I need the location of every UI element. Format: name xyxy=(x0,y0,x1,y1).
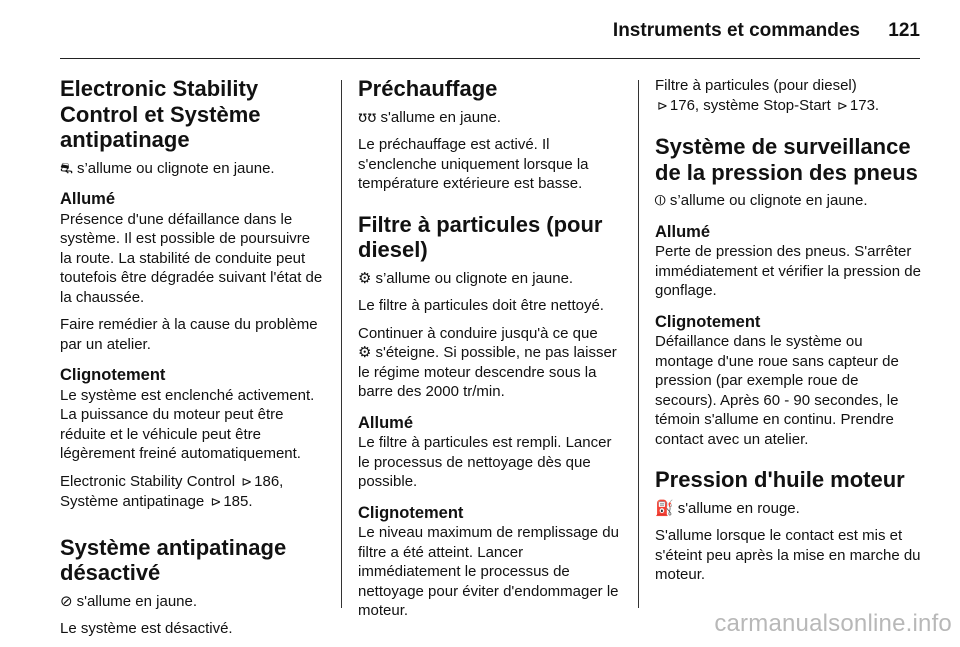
intro-line xyxy=(358,108,622,128)
subheading-allume: Allumé xyxy=(358,413,414,432)
glow-plug-icon: ʊʊ xyxy=(358,107,377,126)
section-heading: Système antipatinage désactivé xyxy=(60,534,287,585)
cross-reference-text: Filtre à particules (pour diesel) xyxy=(655,77,857,94)
paragraph: Défaillance dans le système ou montage d'une roue sans capteur de pression (par exemple roue de secours). Après 60 - 90 secondes, le témoin s'allume en continu. Prendre contact avec un atelier. xyxy=(655,333,899,448)
section-heading: Filtre à particules (pour diesel) xyxy=(358,211,603,262)
intro-line xyxy=(60,159,324,179)
oil-can-icon: ⛽ xyxy=(655,498,674,517)
page-number: 121 xyxy=(888,20,920,41)
intro-line xyxy=(655,499,921,519)
paragraph: Le niveau maximum de remplissage du filtre a été atteint. Lancer immédiatement le processus de nettoyage pour éviter d'endommager le moteur. xyxy=(358,524,619,619)
intro-line xyxy=(60,592,324,612)
diesel-particulate-filter-icon: ⚙ xyxy=(358,268,372,287)
paragraph: Le système est désactivé. xyxy=(60,620,233,637)
paragraph: Présence d'une défaillance dans le système. Il est possible de poursuivre la route. La stabilité de conduite peut toutefois être dégradée suivant l'état de la chaussée. xyxy=(60,210,323,306)
section-preheat xyxy=(358,76,622,194)
cross-reference-page[interactable]: 173. xyxy=(849,96,880,114)
subheading-clignotement: Clignotement xyxy=(358,503,464,522)
paragraph: Faire remédier à la cause du problème par un atelier. xyxy=(60,316,318,353)
paragraph-text: Continuer à conduire jusqu'à ce que xyxy=(358,324,598,342)
header-rule xyxy=(60,58,920,59)
section-heading: Système de surveillance de la pression des pneus xyxy=(655,134,918,185)
page-ref-arrow-icon: ⊳ xyxy=(657,98,668,114)
watermark: carmanualsonline.info xyxy=(714,610,952,637)
paragraph: Le préchauffage est activé. Il s'enclenche uniquement lorsque la température extérieure est basse. xyxy=(358,136,589,192)
diesel-particulate-filter-icon: ⚙ xyxy=(358,343,372,361)
intro-text: s’allume ou clignote en jaune. xyxy=(375,269,574,287)
section-heading: Pression d'huile moteur xyxy=(655,467,905,492)
cross-reference-page[interactable]: 186, xyxy=(254,472,284,490)
section-tc-off xyxy=(60,535,324,639)
paragraph: Perte de pression des pneus. S'arrêter immédiatement et vérifier la pression de gonflage. xyxy=(655,243,921,299)
column-2 xyxy=(358,76,622,629)
esc-car-skid-icon: ⛐ xyxy=(60,158,73,177)
cross-reference xyxy=(655,76,921,116)
column-1 xyxy=(60,76,324,647)
cross-reference xyxy=(60,472,324,513)
cross-reference-text: système Stop-Start xyxy=(703,96,831,114)
section-oil-pressure xyxy=(655,467,921,585)
cross-reference-text: Système antipatinage xyxy=(60,493,205,510)
intro-text: s'allume en jaune. xyxy=(76,592,198,610)
paragraph: Le système est enclenché activement. La puissance du moteur peut être réduite et le véhicule peut être légèrement freiné automatiquement. xyxy=(60,386,315,462)
intro-line xyxy=(655,191,921,211)
section-heading: Préchauffage xyxy=(358,76,498,101)
page-ref-arrow-icon: ⊳ xyxy=(210,495,222,510)
column-divider xyxy=(341,80,342,608)
traction-off-icon: ⊘ xyxy=(60,591,73,610)
cross-reference-text: Electronic Stability Control xyxy=(60,472,236,490)
subheading-allume: Allumé xyxy=(655,222,711,241)
intro-text: s'allume en rouge. xyxy=(677,499,800,517)
paragraph: Le filtre à particules doit être nettoyé. xyxy=(358,297,604,314)
intro-text: s’allume ou clignote en jaune. xyxy=(669,192,868,209)
chapter-title: Instruments et commandes xyxy=(612,20,860,41)
subheading-clignotement: Clignotement xyxy=(655,312,761,331)
intro-text: s'allume en jaune. xyxy=(380,108,501,126)
paragraph xyxy=(358,324,622,402)
section-dpf xyxy=(358,212,622,621)
cross-reference-page[interactable]: 185. xyxy=(223,493,253,510)
column-divider xyxy=(638,80,639,608)
section-heading: Electronic Stability Control et Système antipatinage xyxy=(60,76,261,152)
section-esc xyxy=(60,76,324,513)
page-ref-arrow-icon: ⊳ xyxy=(837,98,848,114)
column-3 xyxy=(655,76,921,593)
section-tpms xyxy=(655,134,921,449)
paragraph: Le filtre à particules est rempli. Lancer le processus de nettoyage dès que possible. xyxy=(358,434,612,490)
paragraph-text: s'éteigne. Si possible, ne pas laisser le régime moteur descendre sous la barre des 2000 tr/min. xyxy=(358,344,617,400)
tire-pressure-icon: ⦶ xyxy=(655,191,666,209)
page-ref-arrow-icon: ⊳ xyxy=(241,474,253,490)
subheading-allume: Allumé xyxy=(60,190,116,208)
paragraph: S'allume lorsque le contact est mis et s'éteint peu après la mise en marche du moteur. xyxy=(655,527,921,583)
intro-text: s’allume ou clignote en jaune. xyxy=(76,159,275,177)
cross-reference-page[interactable]: 176, xyxy=(669,96,700,114)
subheading-clignotement: Clignotement xyxy=(60,366,166,384)
intro-line xyxy=(358,269,622,289)
